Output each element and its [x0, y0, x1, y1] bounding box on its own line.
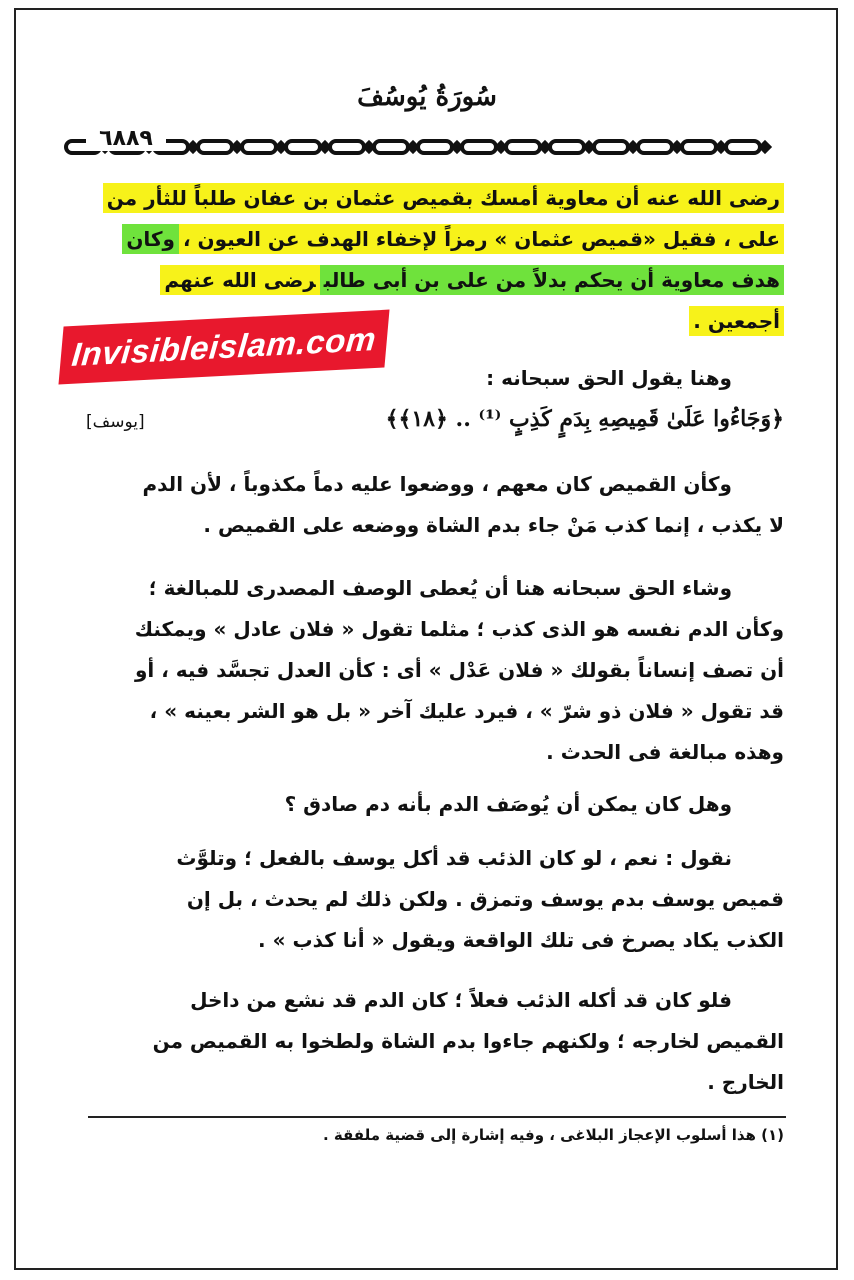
verse-text: ﴿وَجَاءُوا عَلَىٰ قَمِيصِهِ بِدَمٍ كَذِبٍ ⁽¹⁾ .. ﴿١٨﴾﴾ [385, 406, 784, 432]
paragraph-line: الخارج . [707, 1070, 784, 1094]
paragraph-line: الكذب يكاد يصرخ فى تلك الواقعة ويقول « أنا كذب » . [258, 928, 784, 952]
footnote-divider [88, 1116, 786, 1118]
chain-link [374, 141, 408, 153]
chain-diamond [541, 143, 549, 151]
paragraph-line: قد تقول « فلان ذو شرّ » ، فيرد عليك آخر « بل هو الشر بعينه » ، [149, 699, 784, 723]
chain-diamond [453, 143, 461, 151]
surah-title: سُورَةُ يُوسُفَ [357, 82, 497, 112]
chain-link [198, 141, 232, 153]
chain-link [682, 141, 716, 153]
paragraph-line: قميص يوسف بدم يوسف وتمزق . ولكن ذلك لم يحدث ، بل إن [186, 887, 784, 911]
footnote: (١) هذا أسلوب الإعجاز البلاغى ، وفيه إشارة إلى قضية ملفقة . [322, 1126, 784, 1144]
intro-paragraph [78, 358, 784, 399]
chain-diamond [761, 143, 769, 151]
chain-diamond [233, 143, 241, 151]
highlight-line-2 [78, 219, 784, 260]
paragraph-line: القميص لخارجه ؛ ولكنهم جاءوا بدم الشاة ولطخوا به القميص من [152, 1029, 784, 1053]
highlight-line-1 [78, 178, 784, 219]
chain-diamond [673, 143, 681, 151]
highlight-text-3a: هدف معاوية أن يحكم بدلاً من على بن أبى طالب [320, 265, 784, 295]
paragraph-line: وكأن القميص كان معهم ، ووضعوا عليه دماً مكذوباً ، لأن الدم [142, 472, 732, 496]
highlight-text-1: رضى الله عنه أن معاوية أمسك بقميص عثمان بن عفان طلباً للثأر من [103, 183, 784, 213]
paragraph-1 [78, 464, 784, 546]
highlight-text-2a: على ، فقيل «قميص عثمان » رمزاً لإخفاء الهدف عن العيون ، [179, 224, 784, 254]
chain-link [242, 141, 276, 153]
chain-link [550, 141, 584, 153]
chain-diamond [629, 143, 637, 151]
chain-diamond [409, 143, 417, 151]
chain-diamond [321, 143, 329, 151]
page-number: ٦٨٨٩ [86, 126, 166, 151]
highlight-text-2b: وكان [122, 224, 179, 254]
chain-link [506, 141, 540, 153]
chain-diamond [497, 143, 505, 151]
paragraph-5 [78, 980, 784, 1103]
chain-link [638, 141, 672, 153]
chain-link [418, 141, 452, 153]
chain-link [462, 141, 496, 153]
paragraph-4 [78, 838, 784, 961]
chain-ornament [64, 136, 772, 158]
highlight-text-3b: رضى الله عنهم [160, 265, 319, 295]
chain-link [330, 141, 364, 153]
chain-link [286, 141, 320, 153]
chain-diamond [277, 143, 285, 151]
intro-line: وهنا يقول الحق سبحانه : [486, 366, 732, 390]
chain-link [726, 141, 760, 153]
paragraph-2 [78, 568, 784, 773]
paragraph-line: أن تصف إنساناً بقولك « فلان عَدْل » أى : كأن العدل تجسَّد فيه ، أو [134, 658, 784, 682]
chain-diamond [585, 143, 593, 151]
verse-reference: [يوسف] [86, 412, 145, 432]
paragraph-line: نقول : نعم ، لو كان الذئب قد أكل يوسف بالفعل ؛ وتلوَّث [176, 846, 732, 870]
chain-diamond [717, 143, 725, 151]
paragraph-line: وهذه مبالغة فى الحدث . [546, 740, 784, 764]
paragraph-line: وشاء الحق سبحانه هنا أن يُعطى الوصف المصدرى للمبالغة ؛ [148, 576, 732, 600]
paragraph-line: لا يكذب ، إنما كذب مَنْ جاء بدم الشاة ووضعه على القميص . [203, 513, 784, 537]
chain-diamond [189, 143, 197, 151]
chain-link [594, 141, 628, 153]
watermark-text: Invisibleislam.com [70, 320, 378, 373]
highlighted-passage [78, 178, 784, 342]
paragraph-3 [78, 784, 784, 825]
chain-diamond [365, 143, 373, 151]
highlight-text-4: أجمعين . [689, 306, 784, 336]
paragraph-line: وهل كان يمكن أن يُوصَف الدم بأنه دم صادق ؟ [284, 792, 732, 816]
paragraph-line: وكأن الدم نفسه هو الذى كذب ؛ مثلما تقول « فلان عادل » ويمكنك [134, 617, 784, 641]
highlight-line-3 [78, 260, 784, 301]
quran-verse [78, 406, 784, 450]
paragraph-line: فلو كان قد أكله الذئب فعلاً ؛ كان الدم قد نشع من داخل [190, 988, 732, 1012]
